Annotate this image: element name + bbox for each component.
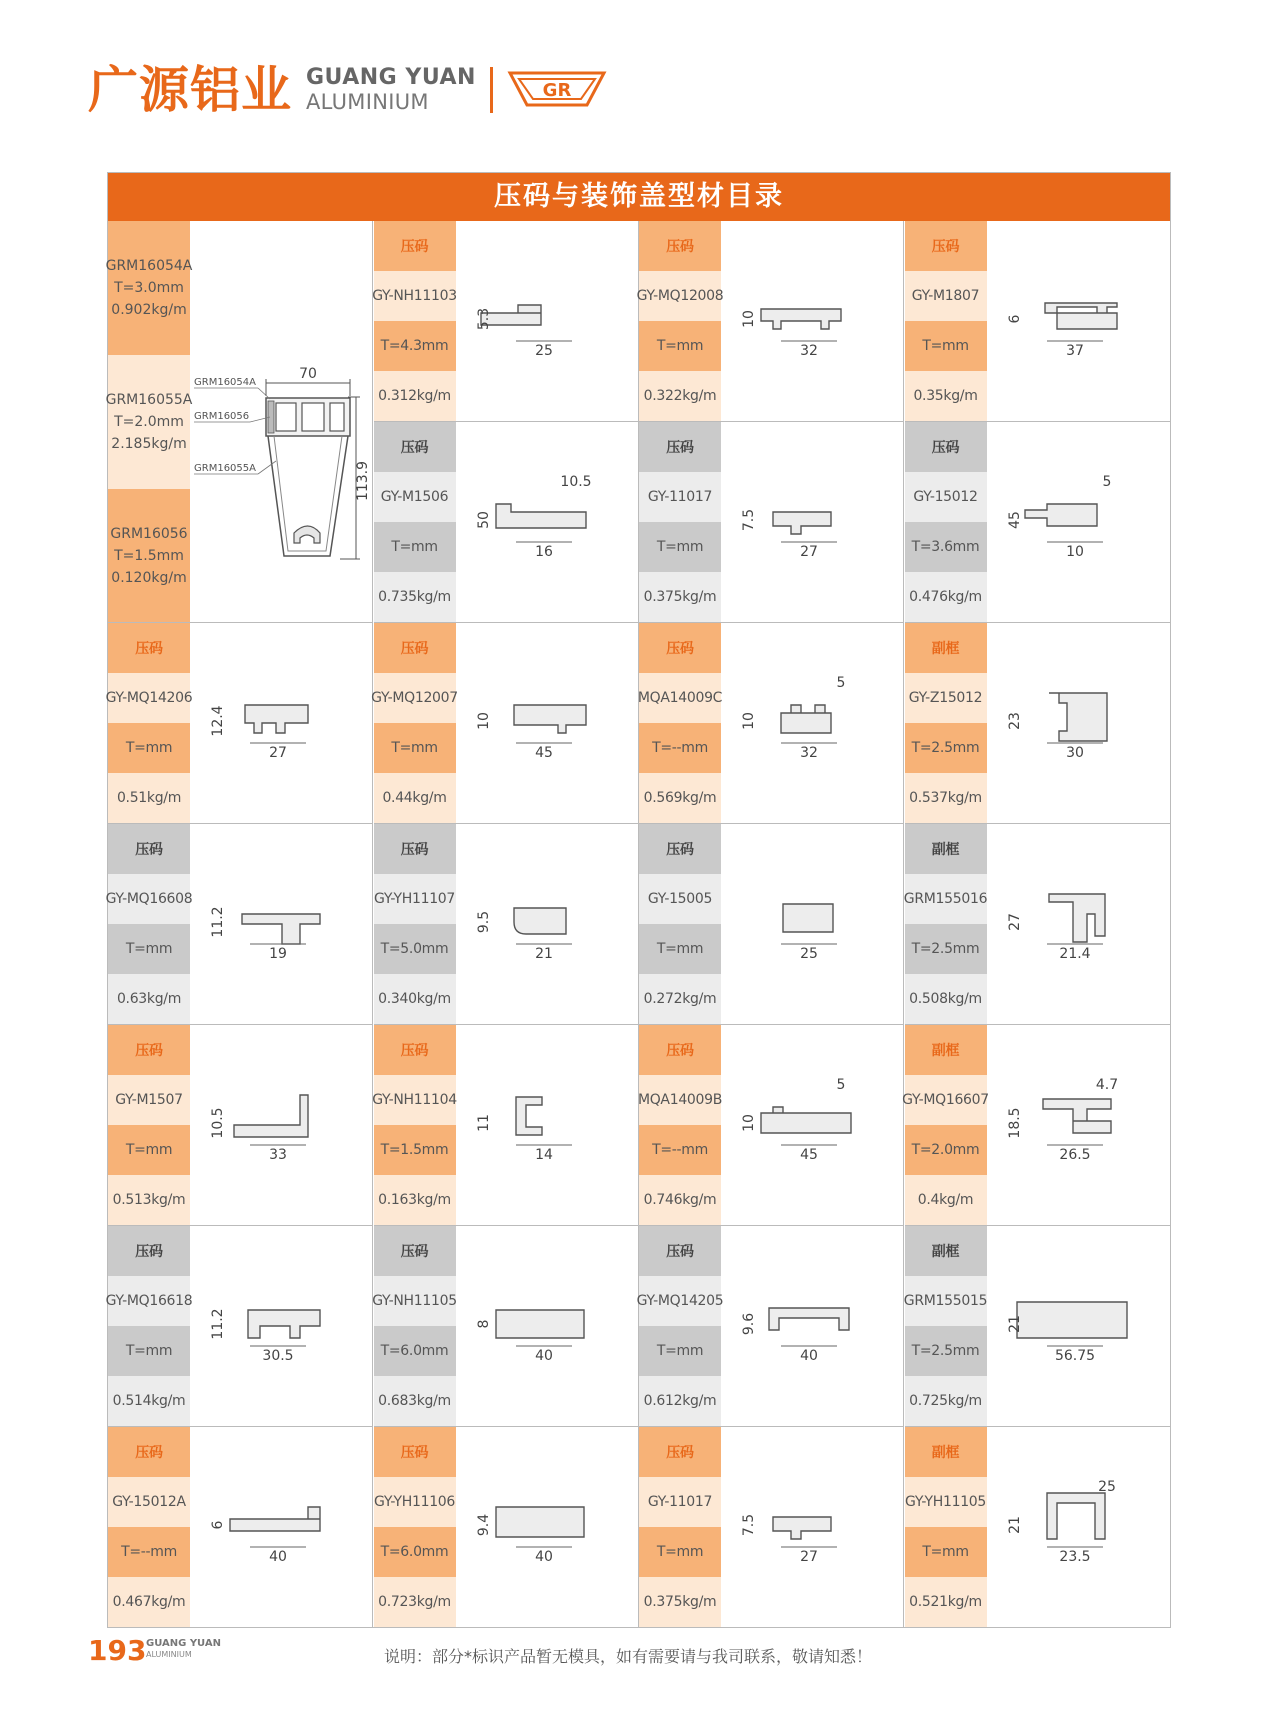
- cell-thickness: T=mm: [108, 924, 190, 974]
- profile-cell: [902, 1025, 1170, 1226]
- profile-cell: [905, 221, 1170, 422]
- profile-drawing: [456, 1427, 639, 1627]
- profile-shape: [1049, 693, 1107, 741]
- dim-label: 11.2: [210, 1308, 226, 1340]
- profile-shape: [773, 512, 831, 534]
- profile-cell: [371, 623, 639, 824]
- cell-thickness: T=mm: [108, 1326, 190, 1376]
- cell-weight: 0.312kg/m: [374, 371, 456, 421]
- profile-cell: [108, 1025, 373, 1226]
- dim-label: 25: [800, 946, 818, 962]
- cell-category: 副框: [905, 623, 987, 673]
- cell-category: 压码: [374, 422, 456, 472]
- cell-category: 压码: [639, 623, 721, 673]
- profile-cell: [639, 422, 904, 623]
- cell-weight: 0.340kg/m: [374, 974, 456, 1024]
- feature-weight: 0.902kg/m: [111, 302, 187, 318]
- profile-cell: [374, 422, 639, 623]
- cell-code: GY-15012: [905, 472, 987, 522]
- cell-category: 压码: [374, 623, 456, 673]
- cell-category: 压码: [905, 422, 987, 472]
- cell-weight: 0.569kg/m: [639, 773, 721, 823]
- profile-drawing: [190, 824, 373, 1024]
- cell-thickness: T=--mm: [108, 1527, 190, 1577]
- cell-category: 压码: [639, 221, 721, 271]
- profile-shape: [516, 1097, 542, 1135]
- cell-code: GY-MQ16607: [905, 1075, 987, 1125]
- profile-cell: [105, 1226, 373, 1427]
- dim-label: 12.4: [210, 705, 226, 737]
- footer-note: 说明：部分*标识产品暂无模具，如有需要请与我司联系，敬请知悉！: [384, 1647, 873, 1666]
- cell-weight: 0.514kg/m: [108, 1376, 190, 1426]
- profile-cell: [639, 1025, 904, 1226]
- feature-item-1: [105, 221, 193, 355]
- dim-label: 10: [741, 310, 757, 328]
- cell-weight: 0.322kg/m: [639, 371, 721, 421]
- cell-weight: 0.375kg/m: [639, 1577, 721, 1627]
- dim-label: 11.2: [210, 906, 226, 938]
- dim-label: 45: [1006, 511, 1023, 529]
- page-number: 193: [88, 1634, 147, 1667]
- profile-cell: [636, 1226, 904, 1427]
- profile-drawing: [456, 1226, 639, 1426]
- cell-code: GY-YH11105: [905, 1477, 987, 1527]
- dim-label: 23: [1006, 712, 1023, 730]
- dim-label: 27: [1006, 913, 1023, 931]
- profile-shape: [1025, 504, 1097, 526]
- profile-drawing: [987, 422, 1170, 622]
- profile-cell: [905, 623, 1170, 824]
- brand-name-cn: 广源铝业: [88, 61, 292, 119]
- profile-cell: [905, 1427, 1170, 1628]
- dim-label: 21.4: [1058, 946, 1091, 962]
- cell-thickness: T=mm: [905, 321, 987, 371]
- profile-cell: [374, 221, 639, 422]
- profile-drawing: [721, 623, 904, 823]
- cell-category: 压码: [639, 824, 721, 874]
- profile-catalog: [107, 172, 1171, 1628]
- cell-weight: 0.272kg/m: [639, 974, 721, 1024]
- profile-cell: [905, 1226, 1170, 1427]
- profile-drawing: [987, 824, 1170, 1024]
- profile-cell: [639, 824, 904, 1025]
- dim-label: 11: [475, 1114, 492, 1132]
- dim-label: 113.9: [355, 460, 371, 502]
- dim-label: 40: [269, 1549, 287, 1565]
- dim-label: 23.5: [1058, 1549, 1091, 1565]
- dim-label: 25: [534, 343, 553, 359]
- cell-thickness: T=2.0mm: [905, 1125, 987, 1175]
- profile-shape: [1017, 1302, 1127, 1338]
- cell-code: GY-MQ16618: [108, 1276, 190, 1326]
- profile-drawing: [987, 623, 1170, 823]
- cell-code: GY-M1807: [905, 271, 987, 321]
- profile-shape: [761, 309, 841, 329]
- cell-weight: 0.163kg/m: [374, 1175, 456, 1225]
- cell-weight: 0.51kg/m: [108, 773, 190, 823]
- feature-thickness: T=1.5mm: [114, 547, 184, 564]
- cell-code: GY-YH11106: [374, 1477, 456, 1527]
- profile-shape: [1049, 894, 1105, 942]
- profile-shape: [245, 705, 308, 733]
- cell-thickness: T=mm: [108, 723, 190, 773]
- cell-code: GY-MQ16608: [108, 874, 190, 924]
- profile-cell: [905, 824, 1170, 1025]
- cell-weight: 0.4kg/m: [905, 1175, 987, 1225]
- profile-drawing: [987, 1226, 1170, 1426]
- cell-weight: 0.723kg/m: [374, 1577, 456, 1627]
- profile-drawing: [721, 1427, 904, 1627]
- dim-label: 5: [1102, 474, 1111, 490]
- profile-cell: [905, 422, 1170, 623]
- footer-brand-line2: ALUMINIUM: [146, 1650, 192, 1659]
- dim-label: 7.5: [741, 508, 757, 532]
- dim-label: 18.5: [1006, 1107, 1023, 1139]
- brand-en-line2: ALUMINIUM: [306, 89, 429, 114]
- cell-thickness: T=mm: [639, 924, 721, 974]
- profile-shape: [1043, 1099, 1111, 1133]
- profile-shape: [1045, 303, 1117, 329]
- cell-weight: 0.725kg/m: [905, 1376, 987, 1426]
- profile-shape: [761, 1107, 851, 1133]
- profile-shape: [234, 1095, 308, 1137]
- brand-name-en: [306, 66, 476, 113]
- feature-code: GRM16054A: [105, 258, 193, 274]
- cell-thickness: T=2.5mm: [905, 1326, 987, 1376]
- cell-category: 压码: [374, 1427, 456, 1477]
- profile-drawing: [456, 1025, 639, 1225]
- profile-cell: [639, 623, 904, 824]
- profile-drawing: [987, 1427, 1170, 1627]
- cell-thickness: T=--mm: [639, 1125, 721, 1175]
- cell-thickness: T=2.5mm: [905, 924, 987, 974]
- cell-thickness: T=3.6mm: [905, 522, 987, 572]
- profile-shape: [781, 705, 831, 733]
- cell-weight: 0.612kg/m: [639, 1376, 721, 1426]
- cell-thickness: T=5.0mm: [374, 924, 456, 974]
- cell-weight: 0.683kg/m: [374, 1376, 456, 1426]
- cell-code: GY-M1507: [108, 1075, 190, 1125]
- cell-code: GY-11017: [639, 472, 721, 522]
- dim-label: 21: [534, 946, 553, 962]
- dim-label: 10: [741, 712, 757, 730]
- cell-code: GY-M1506: [374, 472, 456, 522]
- feature-thickness: T=3.0mm: [114, 280, 184, 296]
- cell-code: GY-MQ12008: [639, 271, 721, 321]
- cell-category: 压码: [374, 1226, 456, 1276]
- cell-thickness: T=mm: [639, 321, 721, 371]
- dim-label: 70: [299, 366, 317, 382]
- feature-item-2: [105, 355, 193, 489]
- cell-code: GY-MQ14205: [639, 1276, 721, 1326]
- dim-label: 9.6: [741, 1312, 757, 1336]
- feature-weight: 2.185kg/m: [111, 436, 187, 452]
- dim-label: 32: [800, 745, 818, 761]
- profile-cell: [374, 824, 639, 1025]
- cell-thickness: T=mm: [639, 1326, 721, 1376]
- cell-category: 副框: [905, 1427, 987, 1477]
- profile-shape: [496, 1310, 584, 1338]
- cell-category: 压码: [108, 1025, 190, 1075]
- feature-weight: 0.120kg/m: [111, 569, 187, 586]
- profile-drawing: [721, 221, 904, 421]
- dim-label: 16: [534, 544, 553, 560]
- cell-code: GY-11017: [639, 1477, 721, 1527]
- dim-label: 25: [1097, 1479, 1116, 1495]
- cell-code: GY-15012A: [108, 1477, 190, 1527]
- profile-shape: [496, 504, 586, 528]
- dim-label: 21: [1006, 1516, 1023, 1534]
- dim-label: 10: [475, 712, 492, 730]
- profile-drawing: [721, 1025, 904, 1225]
- dim-label: 9.4: [475, 1513, 492, 1537]
- cell-category: 压码: [639, 1025, 721, 1075]
- profile-drawing: [456, 422, 639, 622]
- profile-shape: [230, 1507, 320, 1531]
- brand-divider: [490, 67, 493, 113]
- dim-label: 6: [210, 1520, 226, 1530]
- brand-logo-text: GR: [542, 80, 572, 101]
- brand-header: [88, 60, 607, 120]
- dim-label: 14: [534, 1147, 553, 1163]
- cell-category: 压码: [374, 221, 456, 271]
- profile-shape: [1047, 1493, 1105, 1539]
- cell-thickness: T=mm: [108, 1125, 190, 1175]
- cell-code: GY-NH11104: [374, 1075, 456, 1125]
- cell-thickness: T=mm: [374, 723, 456, 773]
- dim-label: 30: [1065, 745, 1084, 761]
- cell-code: MQA14009B: [639, 1075, 721, 1125]
- brand-logo: [507, 63, 607, 117]
- dim-label: 33: [269, 1147, 287, 1163]
- cell-code: GY-MQ12007: [374, 673, 456, 723]
- profile-cell: [374, 1025, 639, 1226]
- dim-label: 40: [534, 1549, 553, 1565]
- cell-weight: 0.537kg/m: [905, 773, 987, 823]
- cell-thickness: T=mm: [905, 1527, 987, 1577]
- profile-drawing: [721, 824, 904, 1024]
- dim-label: 40: [534, 1348, 553, 1364]
- cell-category: 副框: [905, 1025, 987, 1075]
- feature-thickness: T=2.0mm: [114, 414, 184, 430]
- cell-weight: 0.508kg/m: [905, 974, 987, 1024]
- cell-weight: 0.513kg/m: [108, 1175, 190, 1225]
- profile-drawing: [190, 623, 373, 823]
- cell-category: 压码: [639, 1226, 721, 1276]
- cell-thickness: T=mm: [374, 522, 456, 572]
- cell-category: 压码: [639, 1427, 721, 1477]
- profile-drawing: [987, 221, 1170, 421]
- dim-label: 10: [1065, 544, 1084, 560]
- profile-drawing: [721, 1226, 904, 1426]
- cell-category: 压码: [374, 1025, 456, 1075]
- cell-code: MQA14009C: [639, 673, 721, 723]
- profile-drawing: [456, 824, 639, 1024]
- footer-brand-line1: GUANG YUAN: [146, 1638, 221, 1649]
- dim-label: 27: [800, 1549, 818, 1565]
- profile-shape: [773, 1517, 831, 1539]
- cell-category: 压码: [374, 824, 456, 874]
- dim-label: 4.7: [1095, 1077, 1118, 1093]
- cell-code: GY-15005: [639, 874, 721, 924]
- cell-code: GY-YH11107: [374, 874, 456, 924]
- cell-code: GRM155016: [905, 874, 987, 924]
- dim-label: 5.3: [475, 307, 492, 331]
- profile-cell: [105, 623, 373, 824]
- dim-label: 5: [836, 1077, 846, 1093]
- profile-drawing: [190, 1427, 373, 1627]
- cell-code: GY-Z15012: [905, 673, 987, 723]
- dim-label: 27: [800, 544, 818, 560]
- cell-weight: 0.63kg/m: [108, 974, 190, 1024]
- cell-thickness: T=6.0mm: [374, 1527, 456, 1577]
- profile-cell: [639, 1427, 904, 1628]
- callout-label: GRM16056: [194, 411, 250, 422]
- cell-weight: 0.521kg/m: [905, 1577, 987, 1627]
- cell-code: GY-MQ14206: [108, 673, 190, 723]
- cell-thickness: T=4.3mm: [374, 321, 456, 371]
- cell-category: 副框: [905, 1226, 987, 1276]
- cell-code: GY-NH11103: [374, 271, 456, 321]
- profile-cell: [374, 1226, 639, 1427]
- profile-cell: [105, 824, 373, 1025]
- callout-label: GRM16055A: [194, 463, 256, 474]
- cell-thickness: T=1.5mm: [374, 1125, 456, 1175]
- cell-category: 压码: [108, 623, 190, 673]
- profile-shape: [769, 1308, 849, 1330]
- cell-thickness: T=--mm: [639, 723, 721, 773]
- dim-label: 37: [1065, 343, 1084, 359]
- brand-en-line1: GUANG YUAN: [306, 65, 476, 91]
- dim-label: 9.5: [475, 910, 492, 934]
- cell-code: GRM155015: [905, 1276, 987, 1326]
- dim-label: 10: [741, 1114, 757, 1132]
- cell-category: 压码: [108, 1226, 190, 1276]
- cell-weight: 0.746kg/m: [639, 1175, 721, 1225]
- feature-code: GRM16056: [110, 525, 188, 542]
- profile-drawing: [721, 422, 904, 622]
- profile-drawing: [987, 1025, 1170, 1225]
- feature-cell: [105, 221, 373, 623]
- cell-thickness: T=mm: [639, 1527, 721, 1577]
- dim-label: 45: [534, 745, 553, 761]
- profile-drawing: [190, 1226, 373, 1426]
- dim-label: 7.5: [741, 1513, 757, 1537]
- profile-shape: [783, 904, 833, 932]
- feature-code: GRM16055A: [105, 392, 193, 408]
- feature-drawing: [190, 221, 373, 622]
- cell-code: GY-NH11105: [374, 1276, 456, 1326]
- cell-weight: 0.467kg/m: [108, 1577, 190, 1627]
- dim-label: 10.5: [559, 474, 592, 490]
- profile-shape: [242, 914, 320, 944]
- profile-drawing: [456, 623, 639, 823]
- dim-label: 40: [800, 1348, 818, 1364]
- cell-category: 压码: [905, 221, 987, 271]
- profile-drawing: [456, 221, 639, 421]
- callout-label: GRM16054A: [194, 377, 256, 388]
- cell-category: 压码: [108, 824, 190, 874]
- dim-label: 56.75: [1054, 1348, 1095, 1364]
- profile-cell: [108, 1427, 373, 1628]
- profile-cell: [636, 221, 904, 422]
- cell-category: 压码: [639, 422, 721, 472]
- dim-label: 19: [269, 946, 287, 962]
- profile-shape: [496, 1507, 584, 1537]
- cell-thickness: T=2.5mm: [905, 723, 987, 773]
- profile-cell: [374, 1427, 639, 1628]
- cell-thickness: T=mm: [639, 522, 721, 572]
- profile-shape: [514, 908, 566, 934]
- cell-thickness: T=6.0mm: [374, 1326, 456, 1376]
- dim-label: 10.5: [210, 1107, 226, 1139]
- dim-label: 6: [1006, 314, 1023, 324]
- dim-label: 26.5: [1058, 1147, 1091, 1163]
- cell-weight: 0.476kg/m: [905, 572, 987, 622]
- dim-label: 45: [800, 1147, 818, 1163]
- dim-label: 21: [1006, 1315, 1023, 1333]
- cell-weight: 0.44kg/m: [374, 773, 456, 823]
- dim-label: 32: [800, 343, 818, 359]
- cell-weight: 0.375kg/m: [639, 572, 721, 622]
- cell-category: 压码: [108, 1427, 190, 1477]
- cell-category: 副框: [905, 824, 987, 874]
- profile-shape: [514, 705, 586, 733]
- dim-label: 50: [475, 511, 492, 529]
- cell-weight: 0.735kg/m: [374, 572, 456, 622]
- feature-item-3: [108, 489, 190, 622]
- cell-weight: 0.35kg/m: [905, 371, 987, 421]
- profile-shape: [248, 1310, 320, 1338]
- catalog-title: 压码与装饰盖型材目录: [108, 173, 1170, 221]
- dim-label: 8: [475, 1319, 492, 1329]
- dim-label: 5: [836, 675, 846, 691]
- profile-drawing: [190, 1025, 373, 1225]
- dim-label: 27: [269, 745, 287, 761]
- dim-label: 30.5: [262, 1348, 294, 1364]
